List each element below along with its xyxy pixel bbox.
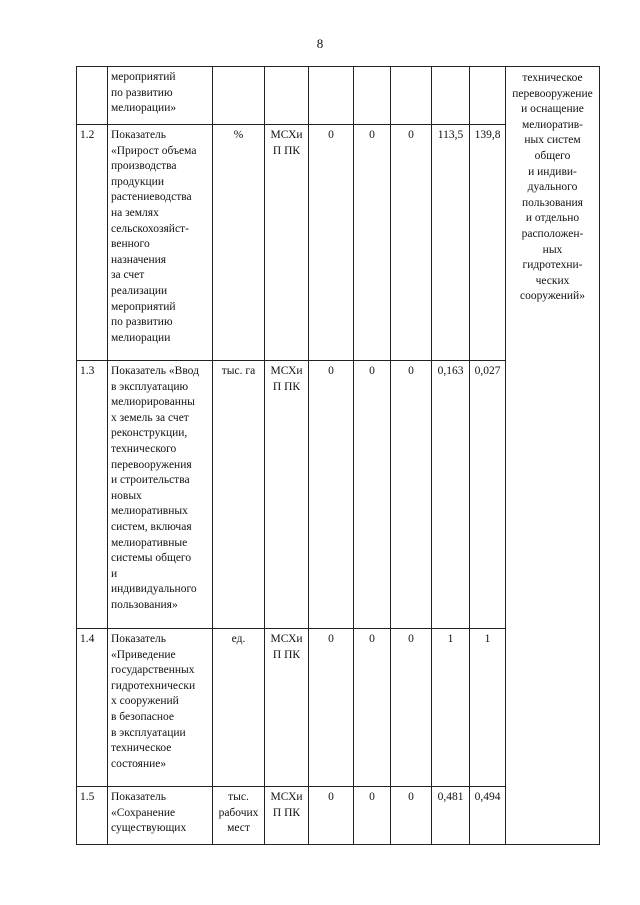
indicator-name: Показатель «Приведение государственных гидротехнически х сооружений в безопасное в эксплуатации техническое состояние» <box>108 629 213 787</box>
row-number: 1.4 <box>77 629 108 787</box>
value-cell: 0,027 <box>470 361 506 629</box>
value-cell: 0 <box>309 125 354 361</box>
unit-cell: тыс. га <box>213 361 265 629</box>
value-cell <box>432 67 470 125</box>
value-cell: 1 <box>432 629 470 787</box>
value-cell: 0 <box>354 125 391 361</box>
value-cell: 0 <box>391 629 432 787</box>
responsible-cell: МСХи П ПК <box>265 787 309 845</box>
unit-cell <box>213 67 265 125</box>
value-cell: 113,5 <box>432 125 470 361</box>
value-cell: 0 <box>354 787 391 845</box>
value-cell <box>309 67 354 125</box>
value-cell <box>391 67 432 125</box>
value-cell: 0 <box>309 361 354 629</box>
row-number: 1.3 <box>77 361 108 629</box>
value-cell: 0 <box>391 361 432 629</box>
indicator-name: Показатель «Сохранение существующих <box>108 787 213 845</box>
unit-cell: % <box>213 125 265 361</box>
value-cell: 0 <box>309 787 354 845</box>
value-cell <box>470 67 506 125</box>
note-cell: техническое перевооружение и оснащение мелиоратив- ных систем общего и индиви- дуального пользования и отдельно расположен- ных гидротехни- ческих сооружений» <box>506 67 600 845</box>
unit-cell: ед. <box>213 629 265 787</box>
unit-cell: тыс. рабочих мест <box>213 787 265 845</box>
value-cell: 0,481 <box>432 787 470 845</box>
row-number <box>77 67 108 125</box>
value-cell: 0,163 <box>432 361 470 629</box>
indicator-name: Показатель «Ввод в эксплуатацию мелиорированны х земель за счет реконструкции, технического перевооружения и строительства новых мелиоративных систем, включая мелиоративные системы общего и индивидуального пользования» <box>108 361 213 629</box>
row-number: 1.5 <box>77 787 108 845</box>
value-cell: 0 <box>391 125 432 361</box>
indicators-table <box>76 66 600 845</box>
responsible-cell: МСХи П ПК <box>265 629 309 787</box>
responsible-cell: МСХи П ПК <box>265 361 309 629</box>
value-cell: 0 <box>391 787 432 845</box>
value-cell: 1 <box>470 629 506 787</box>
value-cell: 0,494 <box>470 787 506 845</box>
value-cell: 0 <box>309 629 354 787</box>
row-number: 1.2 <box>77 125 108 361</box>
table-row <box>77 67 600 125</box>
value-cell: 0 <box>354 629 391 787</box>
responsible-cell <box>265 67 309 125</box>
indicator-name: Показатель «Прирост объема производства продукции растениеводства на землях сельскохозяйст- венного назначения за счет реализации мероприятий по развитию мелиорации <box>108 125 213 361</box>
responsible-cell: МСХи П ПК <box>265 125 309 361</box>
value-cell: 139,8 <box>470 125 506 361</box>
indicator-name: мероприятий по развитию мелиорации» <box>108 67 213 125</box>
page-number: 8 <box>316 36 324 51</box>
value-cell <box>354 67 391 125</box>
value-cell: 0 <box>354 361 391 629</box>
